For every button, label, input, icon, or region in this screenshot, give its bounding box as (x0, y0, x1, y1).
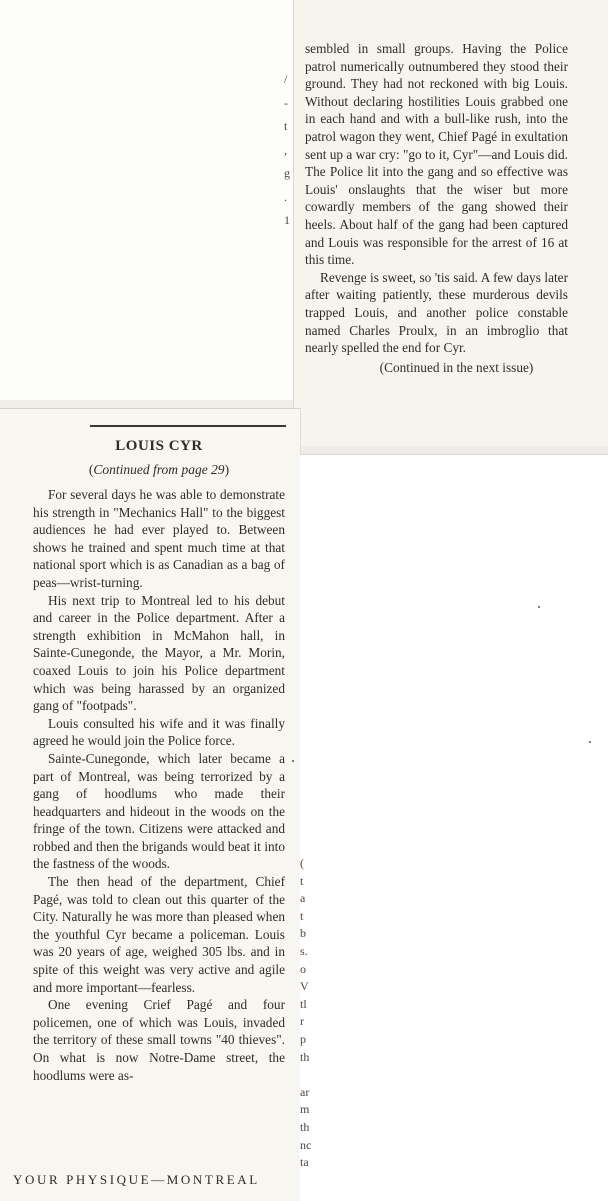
margin-fragment (300, 1066, 314, 1084)
margin-fragment: ar (300, 1084, 310, 1099)
margin-fragment: ta (300, 1155, 309, 1170)
article-body (33, 486, 285, 1084)
margin-fragment: , (284, 142, 287, 157)
margin-fragment: s. (300, 943, 308, 958)
article-paragraph: For several days he was able to demonstrate his strength in "Mechanics Hall" to the biggest audiences he had ever played to. Between shows he trained and spent much time at that national sport which is as Canadian as a bag of peas—wrist-turning. (33, 487, 285, 590)
article-paragraph: The then head of the department, Chief Pagé, was told to clean out this quarter of the City. Naturally he was more than pleased when the youthful Cyr became a policeman. Louis was 20 years of age, weighed 305 lbs. and in spite of this weight was very active and agile and more important—fearless. (33, 874, 285, 995)
margin-fragment: tl (300, 996, 307, 1011)
continued-from-page: page 29 (181, 462, 225, 477)
column-paragraph: Revenge is sweet, so 'tis said. A few days later after waiting patiently, these murderous devils trapped Louis, and another police constable named Charles Proulx, in an imbroglio that nearly spelled the end for Cyr. (305, 269, 568, 356)
margin-fragment: m (300, 1102, 310, 1117)
column-paragraph: sembled in small groups. Having the Police patrol numerically outnumbered they stood their ground. They had not reckoned with big Louis. Without declaring hostilities Louis grabbed one in each hand and with a bull-like rush, into the patrol wagon they went, Chief Pagé in exultation sent up a war cry: "go to it, Cyr"—and Louis did. The Police lit into the gang and so effective was Louis' onslaughts that the wiser but more cowardly members of the gang showed their heels. About half of the gang had been captured and Louis was responsible for the arrest of 16 at this time. (305, 41, 568, 268)
margin-fragment: / (284, 72, 288, 86)
margin-fragment: ( (300, 856, 304, 870)
margin-fragments-bottom (300, 855, 314, 1172)
article-title: LOUIS CYR (115, 438, 203, 454)
margin-fragment: t (300, 873, 304, 888)
paper-speck (538, 606, 540, 608)
continued-from-label: Continued from (93, 462, 179, 477)
margin-fragment: t (300, 908, 304, 923)
margin-fragment: b (300, 926, 306, 941)
blank-page-area (0, 0, 293, 400)
margin-fragment: 1 (284, 213, 290, 227)
article-paragraph: One evening Crief Pagé and four policemen, one of which was Louis, invaded the territory of these small towns "40 thieves". On what is now Notre-Dame street, the hoodlums were as- (33, 997, 285, 1083)
margin-fragment: - (284, 95, 288, 110)
article-paragraph: Sainte-Cunegonde, which later became a part of Montreal, was being terrorized by a gang of hoodlums who made their headquarters and hideout in the woods on the fringe of the town. Citizens were attacked and robbed and then the brigands would beat it into the fastness of the woods. (33, 750, 285, 872)
margin-fragment: V (300, 979, 309, 994)
blank-paper-right (300, 454, 608, 1201)
margin-fragment: t (284, 119, 288, 133)
magazine-footer: YOUR PHYSIQUE—MONTREAL (13, 1172, 260, 1187)
article-paragraph: His next trip to Montreal led to his debut and career in the Police department. After a strength exhibition in McMahon hall, in Sainte-Cunegonde, the Mayor, a Mr. Morin, coaxed Louis to join his Police department which was being harassed by an organized gang of "footpads". (33, 592, 285, 714)
article-paragraph: Louis consulted his wife and it was finally agreed he would join the Police force. (33, 715, 285, 749)
heading-rule (90, 425, 286, 427)
margin-fragment: g (284, 166, 290, 180)
margin-fragment: th (300, 1049, 310, 1064)
margin-fragment: o (300, 961, 306, 976)
margin-fragment: nc (300, 1137, 312, 1152)
paper-speck (589, 741, 591, 743)
margin-fragments-top (284, 68, 294, 233)
continued-next-note: (Continued in the next issue) (379, 359, 534, 375)
continued-from-note: (Continued from page 29) (88, 462, 230, 477)
margin-fragment: th (300, 1119, 310, 1134)
margin-fragment: a (300, 891, 306, 906)
margin-fragment: r (300, 1014, 304, 1029)
continuation-column (305, 40, 568, 376)
margin-fragment: p (300, 1031, 306, 1046)
margin-fragment: . (284, 189, 287, 204)
paper-speck (292, 760, 294, 762)
